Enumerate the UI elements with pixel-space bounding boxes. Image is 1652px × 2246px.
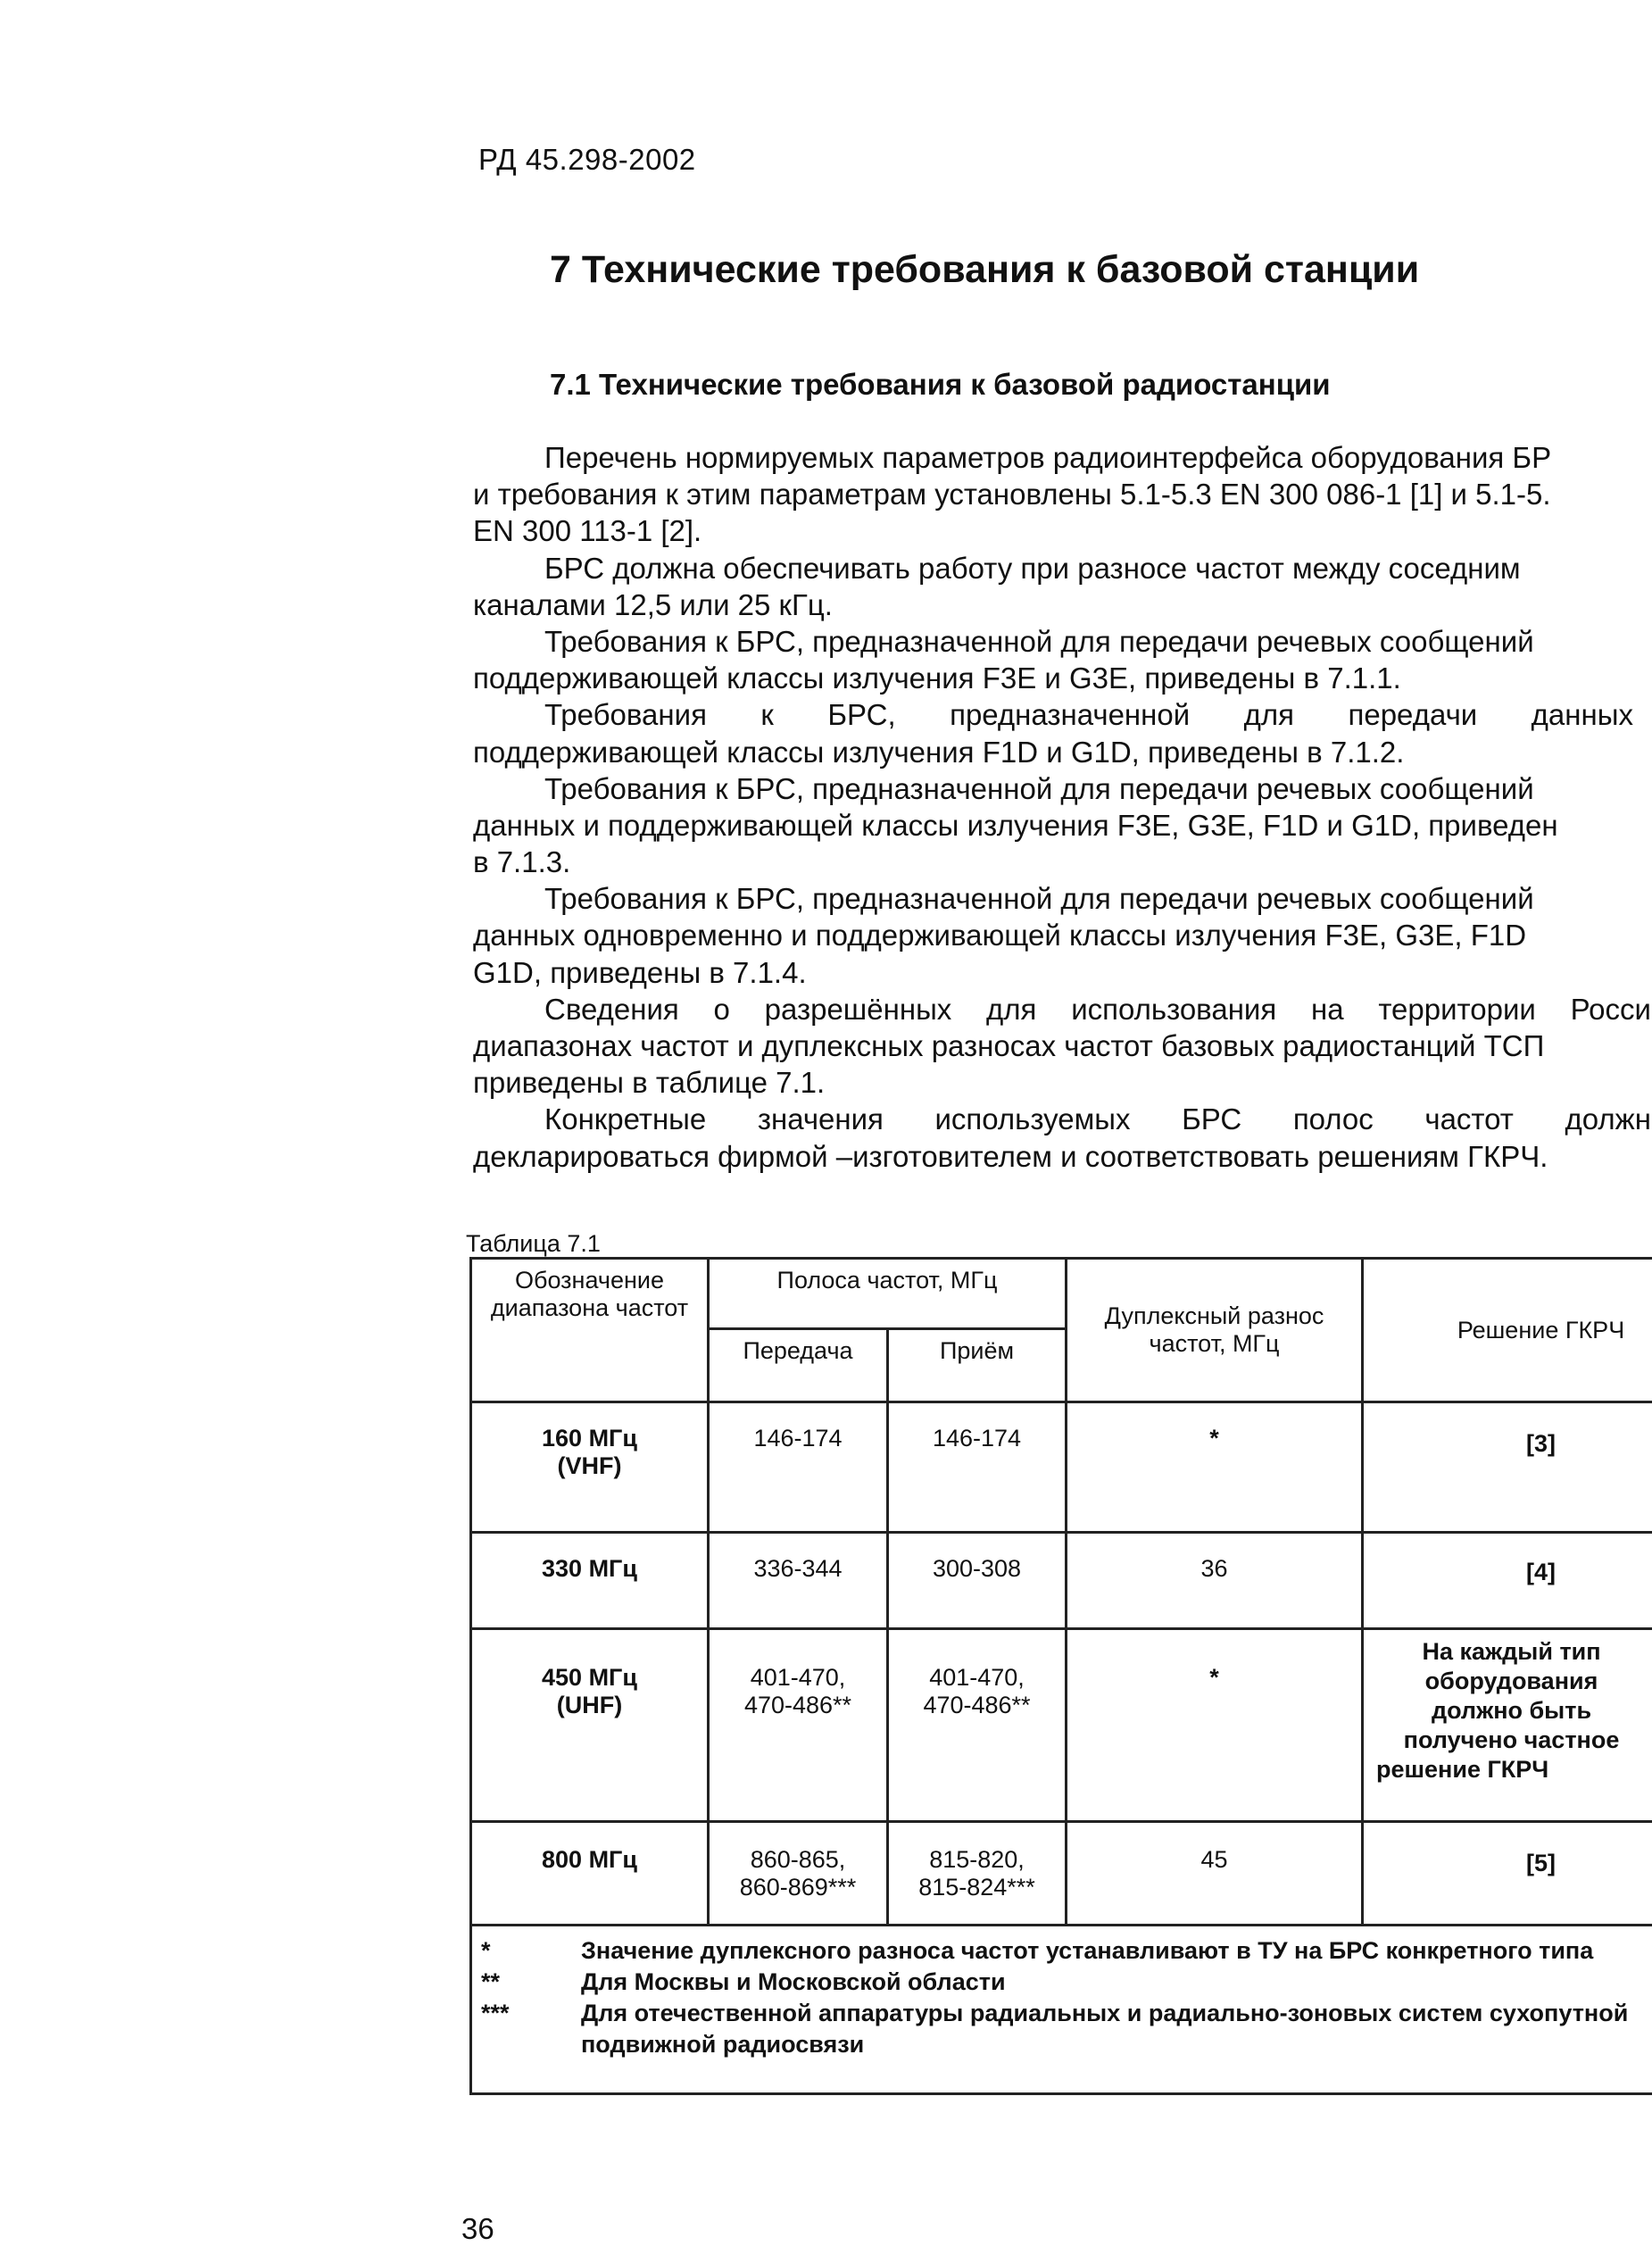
cell-tx: [709, 1402, 888, 1533]
word: предназначенной: [950, 696, 1190, 733]
table-notes-row: [471, 1926, 1652, 2094]
note-text: Для Москвы и Московской области: [581, 1967, 1006, 1998]
paragraph-line: данных и поддерживающей классы излучения F3E, G3E, F1D и G1D, приведен: [473, 807, 1652, 844]
cell-line: 815-820,: [894, 1846, 1059, 1874]
note-mark: ***: [481, 1998, 581, 2060]
page-number: 36: [461, 2212, 494, 2246]
word: Сведения: [544, 991, 679, 1027]
cell-rx: [888, 1629, 1067, 1822]
table-row: [471, 1533, 1652, 1629]
paragraph-line: и требования к этим параметрам установлены 5.1-5.3 EN 300 086-1 [1] и 5.1-5.: [473, 476, 1652, 512]
frequency-table: [469, 1257, 1652, 2095]
word: БРС: [1182, 1101, 1241, 1137]
cell-duplex: *: [1067, 1629, 1363, 1822]
paragraph-line: поддерживающей классы излучения F3E и G3E, приведены в 7.1.1.: [473, 660, 1652, 696]
cell-duplex: 36: [1067, 1533, 1363, 1629]
word: должн: [1565, 1101, 1651, 1137]
document-code: РД 45.298-2002: [478, 143, 696, 177]
cell-decision: На каждый тип оборудования должно быть получено частное решение ГКРЧ: [1363, 1629, 1652, 1822]
cell-line: 450 МГц: [477, 1664, 701, 1692]
paragraph-line: данных одновременно и поддерживающей классы излучения F3E, G3E, F1D: [473, 917, 1652, 953]
cell-line: (UHF): [477, 1692, 701, 1719]
table-row: [471, 1402, 1652, 1533]
frequency-table-wrap: [469, 1257, 1652, 2230]
paragraph-line-justified: [473, 1101, 1652, 1137]
cell-duplex: *: [1067, 1402, 1363, 1533]
paragraph-line: декларироваться фирмой –изготовителем и соответствовать решениям ГКРЧ.: [473, 1138, 1652, 1175]
cell-rx: [888, 1402, 1067, 1533]
word: для: [986, 991, 1036, 1027]
paragraph-line: Требования к БРС, предназначенной для передачи речевых сообщений: [473, 770, 1652, 807]
cell-designation: [471, 1402, 709, 1533]
paragraph-line: G1D, приведены в 7.1.4.: [473, 954, 1652, 991]
cell-line: 146-174: [894, 1425, 1059, 1452]
header-designation: Обозначение диапазона частот: [471, 1259, 709, 1402]
table-note: [481, 1935, 1652, 1967]
paragraph-line: Требования к БРС, предназначенной для передачи речевых сообщений: [473, 623, 1652, 660]
paragraph-line: EN 300 113-1 [2].: [473, 512, 1652, 549]
header-band: Полоса частот, МГц: [709, 1259, 1067, 1329]
paragraph-line: Требования к БРС, предназначенной для передачи речевых сообщений: [473, 880, 1652, 917]
word: передачи: [1348, 696, 1477, 733]
note-mark: *: [481, 1935, 581, 1967]
word: территории: [1378, 991, 1536, 1027]
table-notes: [471, 1926, 1652, 2094]
table-row: [471, 1822, 1652, 1926]
word: Требования: [544, 696, 707, 733]
word: данных: [1532, 696, 1633, 733]
section-heading: 7 Технические требования к базовой станции: [550, 248, 1419, 292]
cell-rx: 300-308: [888, 1533, 1067, 1629]
paragraph-line-justified: [473, 991, 1652, 1027]
cell-decision: [5]: [1363, 1822, 1652, 1926]
cell-line: 160 МГц: [477, 1425, 701, 1452]
cell-line: (VHF): [477, 1452, 701, 1480]
subsection-heading: 7.1 Технические требования к базовой радиостанции: [550, 368, 1331, 402]
paragraph-line: приведены в таблице 7.1.: [473, 1064, 1652, 1101]
word: Росси: [1571, 991, 1651, 1027]
word: значения: [758, 1101, 884, 1137]
word: использования: [1071, 991, 1276, 1027]
word: разрешённых: [765, 991, 952, 1027]
cell-line: 401-470,: [894, 1664, 1059, 1692]
note-text: Значение дуплексного разноса частот устанавливают в ТУ на БРС конкретного типа: [581, 1935, 1593, 1967]
table-caption: Таблица 7.1: [466, 1230, 601, 1258]
cell-decision: [4]: [1363, 1533, 1652, 1629]
paragraph-line: Перечень нормируемых параметров радиоинтерфейса оборудования БР: [473, 439, 1652, 476]
header-rx: Приём: [888, 1329, 1067, 1402]
cell-line: 470-486**: [715, 1692, 881, 1719]
paragraph-line: БРС должна обеспечивать работу при разносе частот между соседним: [473, 550, 1652, 586]
cell-line: 470-486**: [894, 1692, 1059, 1719]
word: полос: [1293, 1101, 1374, 1137]
word: используемых: [934, 1101, 1130, 1137]
cell-tx: [709, 1629, 888, 1822]
word: на: [1311, 991, 1344, 1027]
note-mark: **: [481, 1967, 581, 1998]
header-duplex: Дуплексный разнос частот, МГц: [1067, 1259, 1363, 1402]
cell-line: 401-470,: [715, 1664, 881, 1692]
cell-designation: 330 МГц: [471, 1533, 709, 1629]
word: БРС,: [827, 696, 895, 733]
cell-tx: [709, 1822, 888, 1926]
header-tx: Передача: [709, 1329, 888, 1402]
table-note: [481, 1998, 1652, 2060]
cell-line: 860-869***: [715, 1874, 881, 1901]
cell-line: 860-865,: [715, 1846, 881, 1874]
word: Конкретные: [544, 1101, 706, 1137]
cell-line: 146-174: [715, 1425, 881, 1452]
note-text: Для отечественной аппаратуры радиальных и радиально-зоновых систем сухопутной подвижной радиосвязи: [581, 1998, 1634, 2060]
paragraph-line: каналами 12,5 или 25 кГц.: [473, 586, 1652, 623]
paragraph-line: поддерживающей классы излучения F1D и G1D, приведены в 7.1.2.: [473, 734, 1652, 770]
word: о: [714, 991, 730, 1027]
table-header-row: [471, 1259, 1652, 1329]
cell-rx: [888, 1822, 1067, 1926]
word: к: [760, 696, 773, 733]
paragraph-line-justified: [473, 696, 1652, 733]
table-note: [481, 1967, 1652, 1998]
paragraph-line: диапазонах частот и дуплексных разносах частот базовых радиостанций ТСП: [473, 1027, 1652, 1064]
body-text: [473, 439, 1652, 1175]
table-row: [471, 1629, 1652, 1822]
header-decision: Решение ГКРЧ: [1363, 1259, 1652, 1402]
cell-duplex: 45: [1067, 1822, 1363, 1926]
word: частот: [1424, 1101, 1514, 1137]
paragraph-line: в 7.1.3.: [473, 844, 1652, 880]
cell-decision: [3]: [1363, 1402, 1652, 1533]
cell-tx: 336-344: [709, 1533, 888, 1629]
word: для: [1244, 696, 1294, 733]
cell-designation: [471, 1629, 709, 1822]
cell-line: 815-824***: [894, 1874, 1059, 1901]
cell-designation: 800 МГц: [471, 1822, 709, 1926]
